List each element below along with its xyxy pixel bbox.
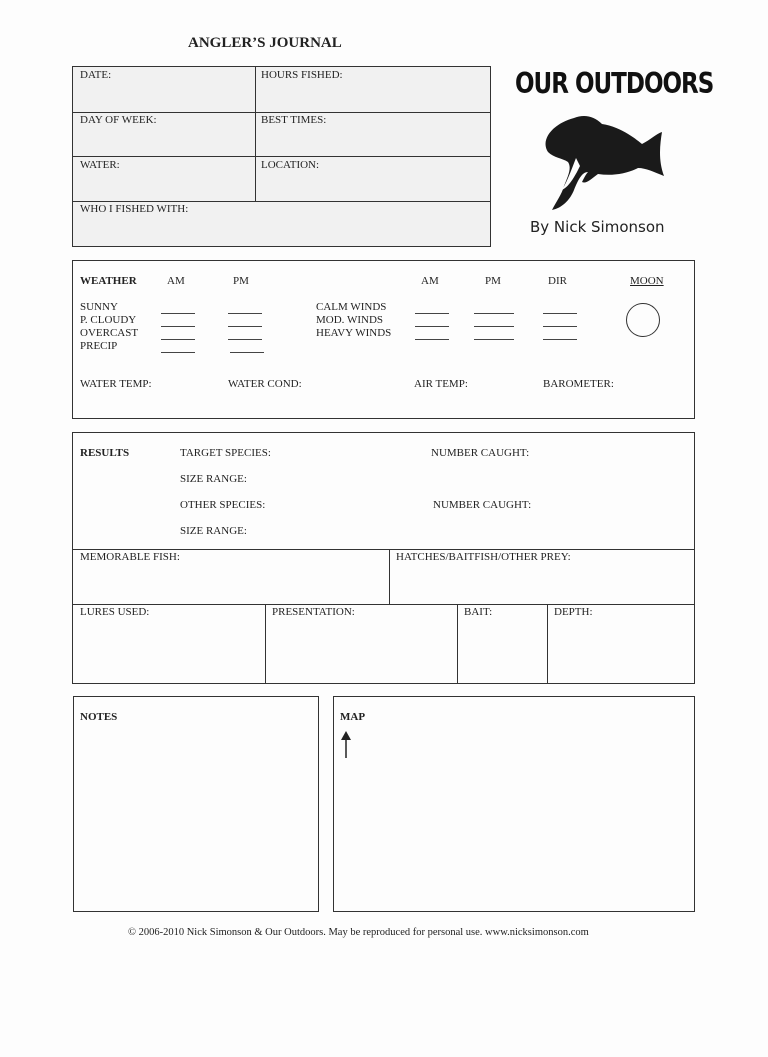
condition-label: SUNNY (80, 301, 118, 313)
target-species-label: TARGET SPECIES: (180, 447, 271, 459)
wind-dir-header: DIR (548, 275, 567, 287)
target-species-field[interactable] (323, 445, 423, 465)
other-species-label: OTHER SPECIES: (180, 499, 266, 511)
footer-copyright: © 2006-2010 Nick Simonson & Our Outdoors. May be reproduced for personal use. www.nicksimonson.com (128, 927, 589, 938)
wind-label: MOD. WINDS (316, 314, 384, 326)
water-cond-label: WATER COND: (228, 378, 302, 390)
best-times-field[interactable] (257, 113, 489, 156)
fish-icon (532, 110, 670, 212)
condition-label: PRECIP (80, 340, 118, 352)
water-label: WATER: (80, 159, 120, 171)
notes-heading: NOTES (80, 711, 118, 723)
sunny-am-blank[interactable] (161, 313, 195, 314)
barometer-label: BAROMETER: (543, 378, 614, 390)
cloudy-am-blank[interactable] (161, 326, 195, 327)
header-fields-box (72, 66, 491, 247)
weather-heading: WEATHER (80, 275, 137, 287)
wind-am-header: AM (421, 275, 439, 287)
results-divider (265, 604, 266, 683)
weather-pm-header: PM (233, 275, 249, 287)
size-range-label: SIZE RANGE: (180, 525, 247, 537)
header-divider (255, 67, 256, 201)
condition-label: OVERCAST (80, 327, 139, 339)
notes-field[interactable] (75, 729, 317, 909)
precip-pm-blank[interactable] (230, 352, 264, 353)
calm-pm-blank[interactable] (474, 313, 514, 314)
heavy-pm-blank[interactable] (474, 339, 514, 340)
brand-logo-text: OUR OUTDOORS (515, 68, 714, 101)
who-fished-with-label: WHO I FISHED WITH: (80, 203, 189, 215)
location-field[interactable] (257, 157, 489, 201)
results-divider (547, 604, 548, 683)
air-temp-label: AIR TEMP: (414, 378, 468, 390)
mod-dir-blank[interactable] (543, 326, 577, 327)
depth-field[interactable] (549, 605, 693, 682)
size-range-label: SIZE RANGE: (180, 473, 247, 485)
location-label: LOCATION: (261, 159, 320, 171)
date-label: DATE: (80, 69, 112, 81)
presentation-label: PRESENTATION: (272, 606, 355, 618)
notes-box (73, 696, 319, 912)
calm-am-blank[interactable] (415, 313, 449, 314)
number-caught-label: NUMBER CAUGHT: (431, 447, 530, 459)
hatches-field[interactable] (391, 550, 693, 604)
depth-label: DEPTH: (554, 606, 593, 618)
results-divider (389, 549, 390, 604)
presentation-field[interactable] (267, 605, 456, 682)
moon-header: MOON (630, 275, 664, 287)
map-heading: MAP (340, 711, 366, 723)
overcast-am-blank[interactable] (161, 339, 195, 340)
day-of-week-label: DAY OF WEEK: (80, 114, 157, 126)
mod-am-blank[interactable] (415, 326, 449, 327)
weather-am-header: AM (167, 275, 185, 287)
water-field[interactable] (74, 157, 254, 201)
results-box (72, 432, 695, 684)
lures-used-label: LURES USED: (80, 606, 150, 618)
memorable-fish-field[interactable] (74, 550, 388, 604)
overcast-pm-blank[interactable] (228, 339, 262, 340)
hours-fished-field[interactable] (257, 68, 489, 112)
wind-label: CALM WINDS (316, 301, 387, 313)
cloudy-pm-blank[interactable] (228, 326, 262, 327)
calm-dir-blank[interactable] (543, 313, 577, 314)
sunny-pm-blank[interactable] (228, 313, 262, 314)
day-of-week-field[interactable] (74, 113, 254, 156)
wind-pm-header: PM (485, 275, 501, 287)
page-title: ANGLER’S JOURNAL (188, 35, 342, 51)
lures-used-field[interactable] (74, 605, 264, 682)
number-caught-field[interactable] (543, 445, 683, 465)
bait-label: BAIT: (464, 606, 493, 618)
map-box (333, 696, 695, 912)
hatches-label: HATCHES/BAITFISH/OTHER PREY: (396, 551, 571, 563)
hours-fished-label: HOURS FISHED: (261, 69, 343, 81)
results-heading: RESULTS (80, 447, 130, 459)
who-fished-with-field[interactable] (74, 202, 489, 246)
mod-pm-blank[interactable] (474, 326, 514, 327)
water-temp-label: WATER TEMP: (80, 378, 152, 390)
north-arrow-icon (340, 731, 352, 759)
number-caught-label: NUMBER CAUGHT: (433, 499, 532, 511)
best-times-label: BEST TIMES: (261, 114, 327, 126)
wind-label: HEAVY WINDS (316, 327, 392, 339)
results-divider (457, 604, 458, 683)
heavy-dir-blank[interactable] (543, 339, 577, 340)
heavy-am-blank[interactable] (415, 339, 449, 340)
moon-circle-icon[interactable] (626, 303, 660, 337)
weather-box (72, 260, 695, 419)
brand-byline: By Nick Simonson (530, 218, 665, 236)
date-field[interactable] (74, 68, 254, 112)
condition-label: P. CLOUDY (80, 314, 137, 326)
precip-am-blank[interactable] (161, 352, 195, 353)
map-drawing-area[interactable] (335, 763, 693, 909)
bait-field[interactable] (459, 605, 546, 682)
memorable-fish-label: MEMORABLE FISH: (80, 551, 180, 563)
